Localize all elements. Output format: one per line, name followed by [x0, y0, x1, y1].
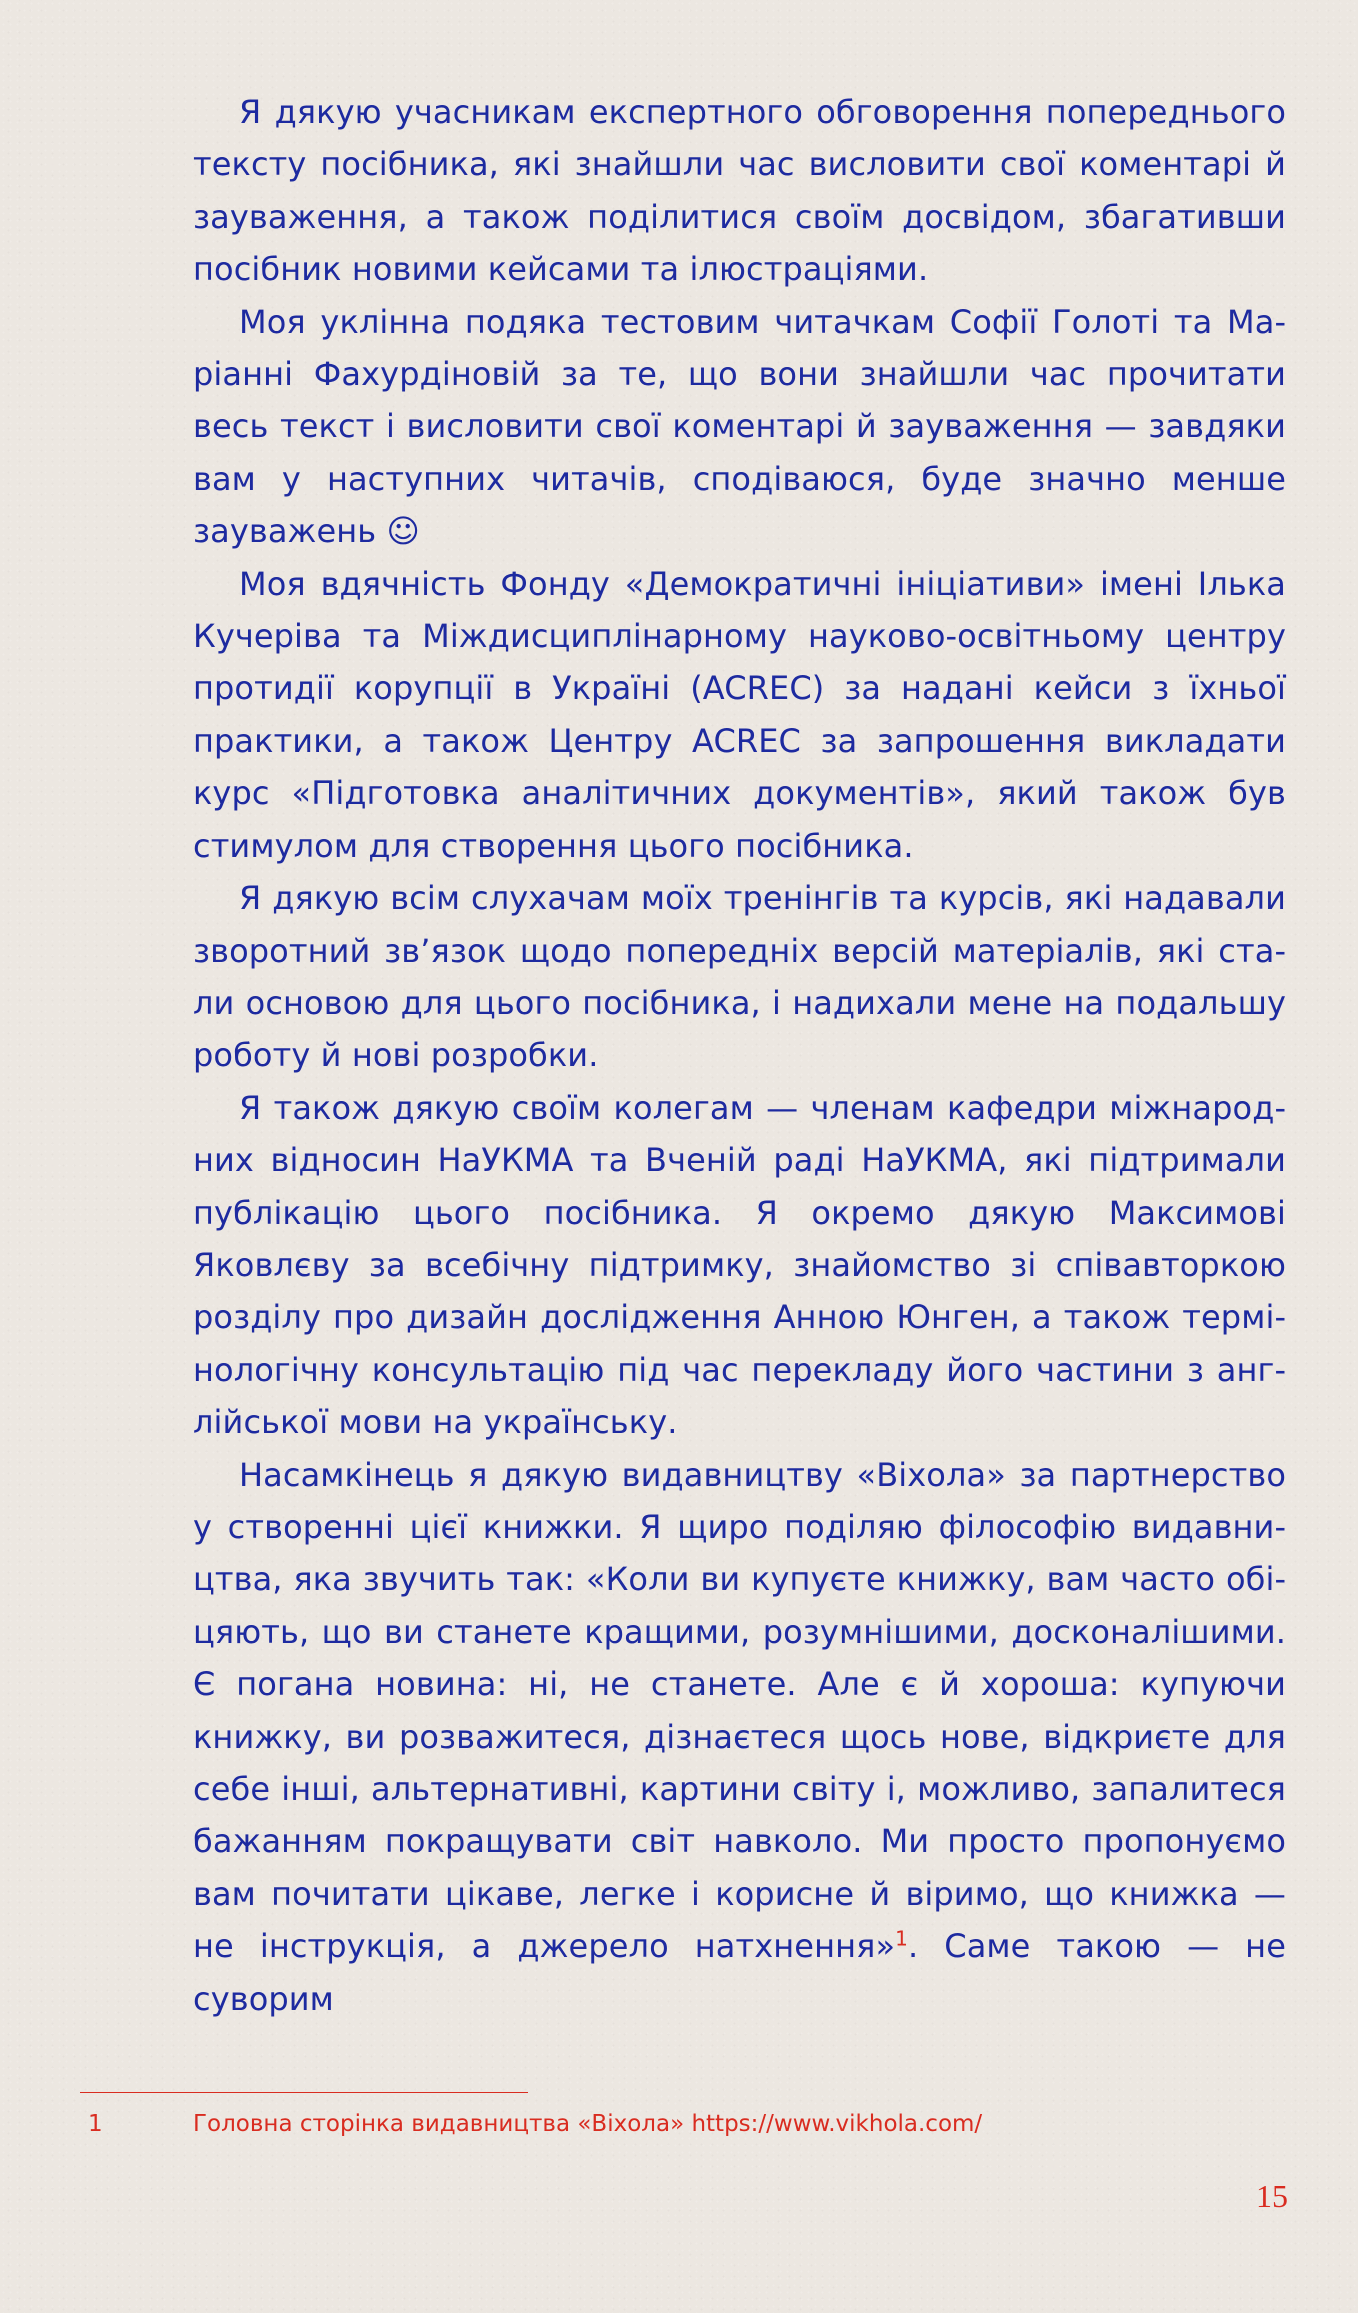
paragraph-colleagues-thanks: Я також дякую своїм колегам — членам кафедри міжнародних відносин НаУКМА та Вченій раді НаУКМА, які підтримали публікацію цього посібника. Я окремо дякую Максимові Яковлєву за всебічну підтримку, знайомство зі співавторкою розділу про дизайн дослідження Анною Юнген, а також термінологічну консультацію під час перекладу його частини з англійської мови на українську. — [193, 1088, 1286, 1442]
page-number: 15 — [1256, 2178, 1288, 2214]
footnote-reference[interactable]: 1 — [895, 1926, 908, 1951]
paragraph-foundation-thanks: Моя вдячність Фонду «Демократичні ініціативи» імені Ілька Кучеріва та Міждисциплінарному науково-освітньому центру протидії корупції в Україні (ACREC) за надані кейси з їхньої практики, а також Центру ACREC за запрошення викладати курс «Підготовка аналітичних документів», який також був стимулом для створення цього посібника. — [193, 564, 1286, 865]
paragraph-publisher-thanks — [193, 1449, 1286, 2025]
footnote-divider — [80, 2092, 528, 2093]
publisher-paragraph-tail: . Саме такою — не суворим — [193, 1927, 1286, 2018]
paragraph-trainees-thanks: Я дякую всім слухачам моїх тренінгів та курсів, які надавали зворотний зв’язок щодо попередніх версій матеріалів, які стали основою для цього посібника, і надихали мене на подальшу роботу й нові розробки. — [193, 879, 1286, 1075]
footnote-text: Головна сторінка видавництва «Віхола» https://www.vikhola.com/ — [193, 2111, 983, 2137]
main-text — [193, 86, 1286, 2025]
paragraph-expert-discussion: Я дякую учасникам експертного обговорення попереднього тексту посібника, які знайшли час висловити свої коментарі й зауваження, а також поділитися своїм досвідом, збагативши посібник новими кейсами та ілюстраціями. — [193, 93, 1286, 289]
footnote-number: 1 — [88, 2111, 103, 2137]
publisher-paragraph-text: Насамкінець я дякую видавництву «Віхола» за партнерство у створенні цієї книжки. Я щиро поділяю філософію видавництва, яка звучить так: «Коли ви купуєте книжку, вам часто обіцяють, що ви станете кращими, розумнішими, досконалішими. Є погана новина: ні, не станете. Але є й хороша: купуючи книжку, ви розважитеся, дізнаєтеся щось нове, відкриєте для себе інші, альтернативні, картини світу і, можливо, запалитеся бажанням покращувати світ навколо. Ми просто пропонуємо вам почитати цікаве, легке і корисне й віримо, що книжка — не інструкція, а джерело натхнення» — [193, 1455, 1286, 1966]
paragraph-test-readers: Моя уклінна подяка тестовим читачкам Софії Голоті та Маріанні Фахурдіновій за те, що вони знайшли час прочитати весь текст і висловити свої коментарі й зауваження — завдяки вам у наступних читачів, сподіваюся, буде значно менше зауважень ☺ — [193, 302, 1286, 551]
footnote — [88, 2108, 1238, 2140]
